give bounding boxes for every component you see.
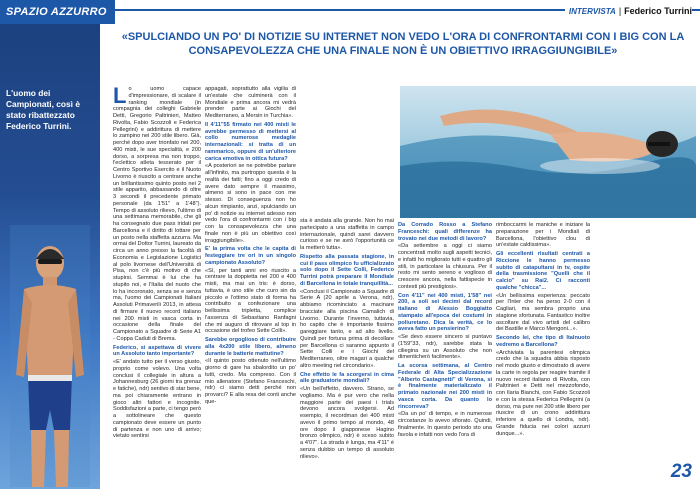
page-number: 23 bbox=[670, 461, 692, 482]
article-column-4 bbox=[398, 222, 492, 482]
paragraph: o uomo capace d'impressionare, di scalare il ranking mondiale (in compagnia dei colleghi Gabriele Detti, Gregorio Paltrinieri, Matteo Rivolta, Fabio Scozzoli e Federica Pellegrini) e addirittura di mettere lo zampino nei 200 stile libero. Già, perché dopo aver trionfato nei 200, 400 misti, le sue specialità, e 200 dorso, a sorpresa ma non troppo, l'eclettico atleta tesserato per il Centro Sportivo Esercito e il Nuoto Livorno è riuscito a centrare anche un brillantissimo quinto posto nei 2 stile apparito, abbassando di oltre 3 secondi il precedente primato personale (da 1'51" a 1'48"). Tempo di assoluto rilievo, l'ultimo di una settimana memorabile, che gli ha consegnato due pass iridati per Barcellona e il diritto di lottare per un posto nella staffetta azzurra. Ma ormai del Dottor Turrini, laureato da circa un anno presso la facoltà di Economia e Legislazione Logistici al polo livornese dell'Università di Pisa, non c'è più motivo di che stupirsi. Semmai è lui che ha stupito noi, e l'Italia del nuoto che lo ha incoronato, senza se e senza ma, l'uomo dei Campionati Italiani Assoluti Primaverili 2013, in attesa di firmare il nuovo record italiano nei 200 misti in vasca corta in occasione della finale del Campionato a Squadre di Serie A1 - Coppa Caduti di Brema. bbox=[113, 86, 201, 342]
article-column-3 bbox=[300, 218, 394, 482]
interview-question: E' la prima volta che le capita di festeggiare tre ori in un singolo campionato Assoluto? bbox=[205, 246, 296, 266]
paragraph: «Un bellissima esperienza: peccato per l'Inter che ha perso 2-0 con il Cagliari, ma sembra proprio una stagione sfortunata. Fantastico inoltre ascoltare dal vivo artisti del calibro dei Bastille e Marco Mengoni...». bbox=[496, 292, 590, 333]
paragraph: «A posteriori se ne potrebbe parlare all'infinito, ma purtroppo questa è la realtà dei fatti; fino a oggi credo di avere dato sempre il massimo, almeno si sono in pace con me stesso. Di conseguenza non ho alcun rimpianto, anzi, spulciando un po' di notizie su internet adesso non vedo l'ora di confrontarmi con i big con la consapevolezza che una finale non è più un obiettivo così irraggiungibile». bbox=[205, 163, 296, 244]
swimmer-backstroke-image bbox=[400, 86, 696, 218]
interview-question: Il 4'11"55 firmato nei 400 misti le avrebbe permesso di mettersi al collo numerose medaglie internazionali: si tratta di un rammarico, oppure di un'ulteriore carica emotiva in ottica futura? bbox=[205, 121, 296, 162]
drop-cap: L bbox=[113, 86, 127, 108]
swimmer-photo bbox=[10, 225, 90, 487]
article-column-1 bbox=[113, 86, 201, 482]
paragraph: «Conclusi il Campionato a Squadre di Serie A (20 aprile a Verona, ndr), abbiamo ricominciato a macinare bracciate alla piscina Camalich di Livorno. Durante l'inverno, tuttavia, ho capito che è importante fissimo gareggiare tanto, e ad alto livello. Quindi per fortuna prima di decollare per Barcellona ci saranno appunto il Sette Colli e i Giochi del Mediterraneo, oltre magari a qualche altro meeting nel circondario». bbox=[300, 288, 394, 369]
interview-question: Rispetto alla passata stagione, in cui il pass olimpico fu ufficializzato solo dopo il Sette Colli, Federico Turrini potrà preparare il Mondiale di Barcellona in totale tranquillità... bbox=[300, 253, 394, 287]
section-tab bbox=[0, 0, 115, 24]
paragraph: «Da settembre a oggi ci siamo concentrati molto sugli aspetti tecnici, e infatti ho migliorato tutti e quattro gli stili, in particolare la chiusura. Per il resto mi sento sereno e voglioso di crescere ancora, nella fattispecie in contesti più prestigiosi». bbox=[398, 243, 492, 290]
interview-question: Con 4'11" nei 400 misti, 1'58" nei 200, a soli sei decimi dal record italiano di Alessio Boggiatto stampato all'epoca dei costumi in poliuretano. Dica la verità, ce lo aveva fatto un pensierino? bbox=[398, 292, 492, 333]
section-title: SPAZIO AZZURRO bbox=[6, 6, 107, 18]
rubric-separator: | bbox=[618, 6, 622, 16]
sidebar-panel bbox=[0, 0, 100, 489]
author-name: Federico Turrini bbox=[624, 6, 692, 16]
headline: «SPULCIANDO UN PO' DI NOTIZIE SU INTERNET NON VEDO L'ORA DI CONFRONTARMI CON I BIG CON LA CONSAPEVOLEZZA CHE UNA FINALE NON È UN OBIETTIVO IRRAGGIUNGIBILE» bbox=[121, 31, 685, 57]
rubric-label: INTERVISTA bbox=[568, 6, 616, 16]
backstroke-photo bbox=[400, 86, 696, 218]
sidebar-quote: L'uomo dei Campionati, così è stato ribattezzato Federico Turrini. bbox=[6, 88, 80, 131]
interview-question: Da Corrado Rosso a Stefano Franceschi: quali differenze ha trovato nei due metodi di lavoro? bbox=[398, 222, 492, 242]
interview-question: Gli eccellenti risultati centrati a Riccione le hanno permesso subito di catapultarsi in tv, ospite della trasmissione "Quelli che il calcio" su Rai2. Ci racconti qualche "chicca"... bbox=[496, 251, 590, 291]
paragraph: sta è andata alla grande. Non ho mai partecipato a una staffetta in campo internazionale, quindi sarei davvero curioso e se ne avrò l'opportunità ce la metterò tutta». bbox=[300, 218, 394, 251]
article-column-5 bbox=[496, 222, 590, 482]
header-rubric bbox=[565, 2, 692, 20]
interview-question: La scorsa settimana, al Centro Federale di Alta Specializzazione "Alberto Castagnetti" di Verona, si è finalmente materializzato il primato nazionale nei 200 misti in vasca corta. Da quanto lo rincorreva? bbox=[398, 363, 492, 410]
paragraph: rimboccarmi le maniche e iniziare la preparazione per i Mondiali di Barcellona, l'obiettivo clou di un'estate caldissima». bbox=[496, 222, 590, 249]
article-column-2 bbox=[205, 86, 296, 482]
interview-question: Che effetto le fa scorgersi in cima alle graduatorie mondiali? bbox=[300, 371, 394, 385]
interview-question: Sarebbe orgoglioso di contribuire alla 4x200 stile libero, almeno durante le batterie mattutine? bbox=[205, 337, 296, 357]
paragraph: «Il quinto posto ottenuto nell'ultimo giorno di gare ha sbalordito un po' tutti, credo. Ma compreso. Con il mio allenatore (Stefano Franceschi, ndr) ci siamo detti perché non provarci? E alla resa dei conti anche que- bbox=[205, 358, 296, 405]
interview-question: Secondo lei, che tipo di Italnuoto vedremo a Barcellona? bbox=[496, 335, 590, 348]
paragraph: «E' andato tutto per il verso giusto, proprio come volevo. Una volta conclusi il collegiale in altura a Johannesburg (26 giorni tra grenaz e fatiche), ndr) sentivo di star bene, ma poi chiaramente entrano in gioco altri fattori e incognite. Soddisfazioni a parte, ci tengo però a sottolineare che questo campionato deve essere un punto di partenza e non uno di arrivo; vietato sentirsi bbox=[113, 359, 201, 440]
paragraph: «Archiviata la parentesi olimpica credo che la squadra abbia risposto nel modo giusto e dimostrato di avere la carte in regola per reagire tramite il nuovo record italiano di Rivolta, con Paltrinieri e Detti nel mezzofondo, con Ilaria Bianchi, con Fabio Scozzoli e con la stessa Federica Pellegrini (a dorso, ma pure nei 200 stile libero per riuscire di un crono addirittura inferiore a quello di Londra, ndr). Grande fiducia nei colori azzurri dunque...». bbox=[496, 349, 590, 437]
paragraph: «Da un po' di tempo, e in numerose circostanze lo avevo sfiorato. Quindi, finalmente. In questo periodo sto una favola e infatti non vedo l'ora di bbox=[398, 411, 492, 438]
paragraph: «Un bell'effetto, davvero. Strano, se vogliamo. Ma è pur vero che nella maggiore parte dei paesi i trials devono ancora svolgersi. Ad esempio, il recordman dei 400 misti avevo il primo tempo al mondo, 48 ore dopo il giapponese Hagino bronzo olimpico, ndr) è sceso subito a 4'07". La strada è lunga, ma 4'11" è senza dubbio un tempo di assoluto rilievo». bbox=[300, 386, 394, 460]
paragraph: appagati, soprattutto alla vigilia di un'estate che culminerà con il Mondiale e prima ancora mi vedrà prender parte ai Giochi del Mediterraneo, a Mersin in Turchia». bbox=[205, 86, 296, 119]
paragraph: «Se devo essere sincero si puntavo (1'59"33, ndr), sarebbe stata la ciliegina su un Assoluto che non dimenticherò facilmente». bbox=[398, 334, 492, 361]
interview-question: Federico, si aspettava di vivere un Assoluto tanto importante? bbox=[113, 344, 201, 358]
paragraph: «Sì, per tanti anni ero riuscito a centrare la doppietta nei 200 e 400 misti, ma mai un tris: è dorso, tuttavia, è uno stile che curo sin da piccolo e l'ottimo stato di forma ha contribuito a confezionare una bellissima tripletta, complice l'assenza di Sebastiano Ranfagni che mi auguro di ritrovare al top in occasione del trofeo Sette Colli». bbox=[205, 267, 296, 335]
